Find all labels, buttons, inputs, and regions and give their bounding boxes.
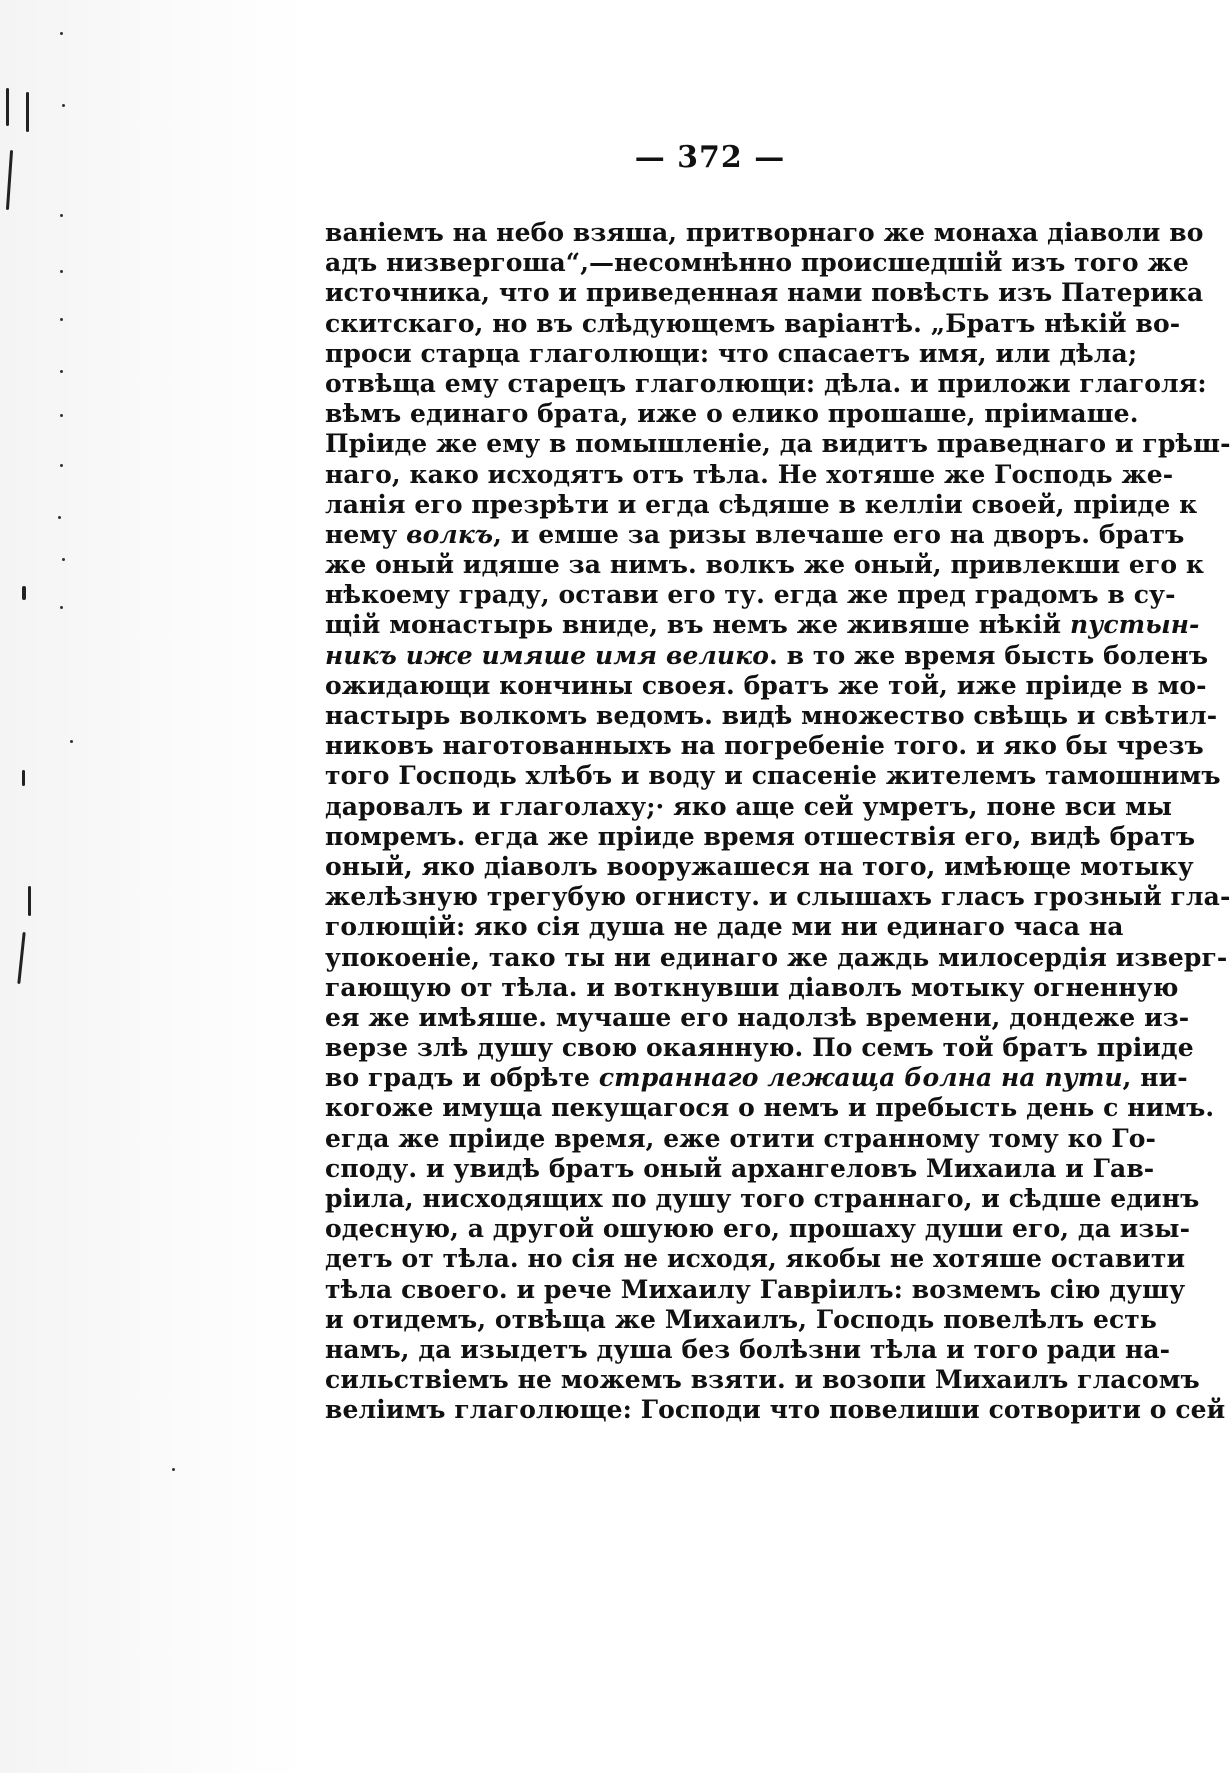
text-segment: ваніемъ на небо взяша, притворнаго же монаха діаволи во: [325, 218, 1204, 247]
text-segment: даровалъ и глаголаху;· яко аще сей умретъ, поне вси мы: [325, 791, 1173, 821]
text-segment: нему: [325, 519, 407, 549]
text-line: [325, 1365, 1200, 1395]
text-line: [325, 489, 1198, 520]
text-segment: ожидающи кончины своея. братъ же той, иже пріиде в мо-: [325, 670, 1207, 700]
text-segment: проси старца глаголющи: что спасаетъ имя, или дѣла;: [325, 338, 1138, 368]
body-text: [325, 218, 1231, 1426]
text-segment: желѣзную трегубую огнисту. и слышахъ гласъ грозный гла-: [325, 882, 1231, 912]
scan-speck: [62, 104, 65, 107]
text-segment: отвѣща ему старецъ глаголющи: дѣла. и приложи глаголя:: [325, 368, 1207, 398]
text-segment: наго, како исходятъ отъ тѣла. Не хотяше же Господь же-: [325, 459, 1174, 489]
text-line: [325, 1274, 1186, 1305]
text-line: [325, 1214, 1191, 1244]
scan-mark: [26, 92, 29, 132]
text-line: [325, 972, 1179, 1003]
text-line: [325, 399, 1139, 429]
text-line: [325, 429, 1231, 459]
scan-mark: [22, 586, 26, 600]
text-segment: оный, яко діаволъ вооружашеся на того, имѣюще мотыку: [325, 851, 1194, 881]
scan-mark: [22, 770, 25, 786]
text-segment: упокоеніе, тако ты ни единаго же даждь милосердія изверг-: [325, 942, 1228, 972]
scan-mark: [6, 88, 9, 126]
text-segment: голющій: яко сія душа не даде ми ни единаго часа на: [325, 912, 1124, 942]
text-line: [325, 1395, 1226, 1425]
scan-speck: [172, 1468, 175, 1471]
text-segment: верзе злѣ душу свою окаянную. По семъ той братъ пріиде: [325, 1033, 1194, 1063]
scan-speck: [60, 464, 63, 467]
text-line: [325, 459, 1174, 490]
text-line: [325, 821, 1196, 852]
text-segment: адъ низвергоша“,—несомнѣнно происшедшій изъ того же: [325, 248, 1189, 278]
scan-speck: [60, 414, 63, 417]
text-line: [325, 1123, 1157, 1154]
text-segment: скитскаго, но въ слѣдующемъ варіантѣ. „Братъ нѣкій во-: [325, 308, 1181, 338]
text-line: [325, 791, 1173, 822]
text-line: [325, 1153, 1155, 1184]
text-line: [325, 882, 1231, 912]
text-segment: настырь волкомъ ведомъ. видѣ множество свѣщь и свѣтил-: [325, 701, 1218, 730]
text-segment: того Господь хлѣбъ и воду и спасеніе жителемъ тамошнимъ: [325, 761, 1221, 791]
text-line: [325, 368, 1207, 399]
italic-phrase: волкъ: [406, 519, 494, 549]
text-line: [325, 308, 1181, 339]
text-segment: , и емше за ризы влечаше его на дворъ. братъ: [493, 519, 1185, 549]
scan-speck: [58, 516, 61, 519]
text-segment: когоже имуща пекущагося о немъ и пребысть день с нимъ.: [325, 1093, 1215, 1123]
text-line: [325, 1002, 1190, 1033]
text-segment: намъ, да изыдетъ душа без болѣзни тѣла и того ради на-: [325, 1334, 1171, 1364]
text-segment: одесную, а другой ошуюю его, прошаху души его, да изы-: [325, 1214, 1191, 1244]
text-segment: Пріиде же ему в помышленіе, да видитъ праведнаго и грѣш-: [325, 429, 1231, 459]
text-line: [325, 218, 1204, 248]
scan-speck: [60, 370, 63, 373]
text-line: [325, 550, 1205, 580]
text-line: [325, 851, 1194, 882]
text-line: [325, 610, 1200, 640]
text-line: [325, 1334, 1171, 1365]
text-line: [325, 338, 1138, 369]
text-line: [325, 912, 1124, 942]
scan-speck: [60, 318, 63, 321]
scan-speck: [62, 558, 65, 561]
text-line: [325, 942, 1228, 973]
text-line: [325, 670, 1207, 701]
text-segment: сильствіемъ не можемъ взяти. и возопи Михаилъ гласомъ: [325, 1365, 1200, 1395]
italic-phrase: пустын-: [1069, 610, 1200, 640]
scan-speck: [70, 740, 73, 743]
text-segment: нѣкоему граду, остави его ту. егда же пред градомъ в су-: [325, 580, 1176, 610]
scan-mark: [28, 886, 31, 916]
text-line: [325, 248, 1189, 278]
text-segment: и отидемъ, отвѣща же Михаилъ, Господь повелѣлъ есть: [325, 1304, 1157, 1334]
text-segment: веліимъ глаголюще: Господи что повелиши сотворити о сей: [325, 1395, 1226, 1425]
page-number: — 372 —: [634, 140, 786, 175]
page-gutter: [0, 0, 305, 1773]
text-line: [325, 640, 1209, 671]
text-line: [325, 1304, 1157, 1335]
text-segment: . в то же время бысть боленъ: [768, 640, 1209, 670]
scan-speck: [60, 270, 63, 273]
text-segment: вѣмъ единаго брата, иже о елико прошаше, пріимаше.: [325, 399, 1139, 429]
scan-speck: [60, 214, 63, 217]
text-segment: егда же пріиде время, еже отити странному тому ко Го-: [325, 1123, 1157, 1153]
text-segment: же оный идяше за нимъ. волкъ же оный, привлекши его к: [325, 550, 1205, 580]
text-segment: споду. и увидѣ братъ оный архангеловъ Михаила и Гав-: [325, 1153, 1155, 1183]
text-segment: детъ от тѣла. но сія не исходя, якобы не хотяше оставити: [325, 1244, 1186, 1274]
text-segment: ланія его презрѣти и егда сѣдяше в келліи своей, пріиде к: [325, 489, 1198, 519]
text-segment: , ни-: [1122, 1063, 1188, 1093]
text-segment: ея же имѣяше. мучаше его надолзѣ времени, дондеже из-: [325, 1002, 1190, 1032]
text-line: [325, 519, 1185, 550]
italic-phrase: никъ иже имяше имя велико: [325, 640, 769, 670]
scan-speck: [60, 606, 63, 609]
text-segment: источника, что и приведенная нами повѣсть изъ Патерика: [325, 278, 1204, 308]
text-line: [325, 1063, 1188, 1093]
text-line: [325, 580, 1176, 610]
text-segment: ріила, нисходящих по душу того страннаго, и сѣдше единъ: [325, 1184, 1200, 1213]
text-line: [325, 701, 1218, 731]
italic-phrase: страннаго лежаща болна на пути: [598, 1063, 1123, 1093]
text-segment: во градъ и обрѣте: [325, 1063, 599, 1093]
text-line: [325, 1093, 1215, 1123]
text-segment: помремъ. егда же пріиде время отшествія его, видѣ братъ: [325, 821, 1196, 851]
text-line: [325, 1033, 1194, 1063]
text-line: [325, 278, 1204, 308]
text-line: [325, 1184, 1200, 1214]
text-line: [325, 731, 1204, 761]
text-line: [325, 1244, 1186, 1274]
text-segment: гающую от тѣла. и воткнувши діаволъ мотыку огненную: [325, 972, 1179, 1002]
text-segment: щій монастырь вниде, въ немъ же живяше нѣкій: [325, 610, 1070, 640]
text-segment: никовъ наготованныхъ на погребеніе того. и яко бы чрезъ: [325, 731, 1204, 761]
scan-speck: [60, 32, 63, 35]
text-line: [325, 761, 1221, 791]
text-segment: тѣла своего. и рече Михаилу Гавріилъ: возмемъ сію душу: [325, 1274, 1186, 1304]
